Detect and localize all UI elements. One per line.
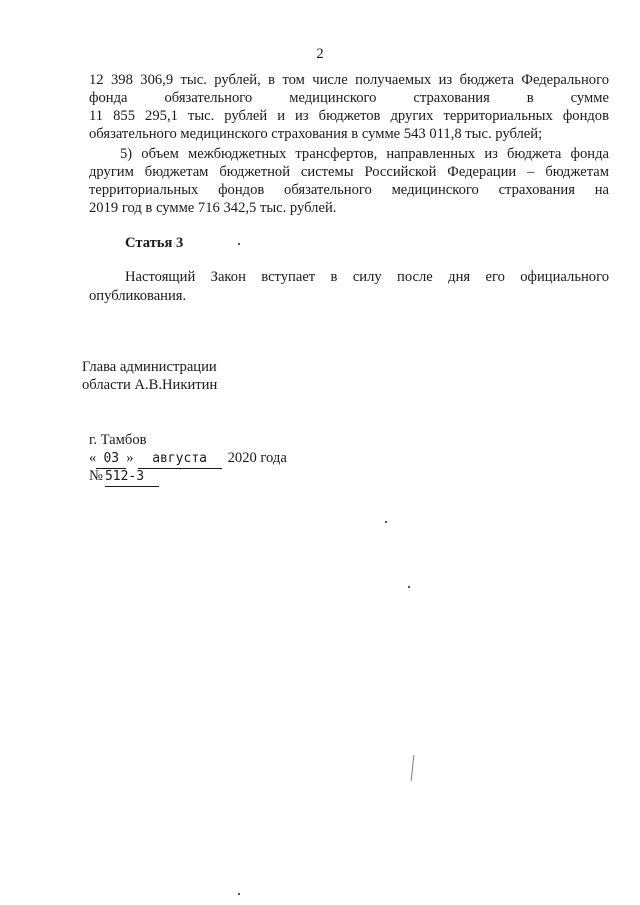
scan-streak xyxy=(411,755,415,781)
date-close-quote: » xyxy=(126,450,134,466)
scan-speck xyxy=(238,243,240,245)
page-number: 2 xyxy=(316,46,324,62)
item-5-line: территориальных фондов обязательного медицинского страхования на xyxy=(89,182,609,198)
number-value: 512-З xyxy=(105,468,159,487)
paragraph-line: обязательного медицинского страхования в сумме 543 011,8 тыс. рублей; xyxy=(89,126,543,142)
article-title: Статья 3 xyxy=(125,235,184,251)
scan-speck xyxy=(385,521,387,523)
date-year: 2020 года xyxy=(227,450,287,466)
article-text-line: Настоящий Закон вступает в силу после дня его официального xyxy=(125,269,609,285)
item-5-line: другим бюджетам бюджетной системы Российской Федерации – бюджетам xyxy=(89,164,609,180)
item-5-line: 5) объем межбюджетных трансфертов, направленных из бюджета фонда xyxy=(120,146,609,162)
date-open-quote: « xyxy=(89,450,97,466)
paragraph-line: фонда обязательного медицинского страхования в сумме xyxy=(89,90,609,106)
paragraph-line: 11 855 295,1 тыс. рублей и из бюджетов других территориальных фондов xyxy=(89,108,609,124)
article-text-line: опубликования. xyxy=(89,288,187,304)
number-sign: № xyxy=(89,468,103,484)
date-line xyxy=(89,449,287,469)
signature-title: Глава администрации xyxy=(82,359,217,375)
scan-speck xyxy=(408,586,410,588)
number-line xyxy=(89,467,159,487)
scan-speck xyxy=(238,893,240,895)
date-month: августа xyxy=(138,450,222,469)
date-day: 03 xyxy=(96,450,126,469)
item-5-line: 2019 год в сумме 716 342,5 тыс. рублей. xyxy=(89,200,337,216)
paragraph-line: 12 398 306,9 тыс. рублей, в том числе получаемых из бюджета Федерального xyxy=(89,72,609,88)
signature-name: области А.В.Никитин xyxy=(82,377,218,393)
place-name: г. Тамбов xyxy=(89,432,147,448)
